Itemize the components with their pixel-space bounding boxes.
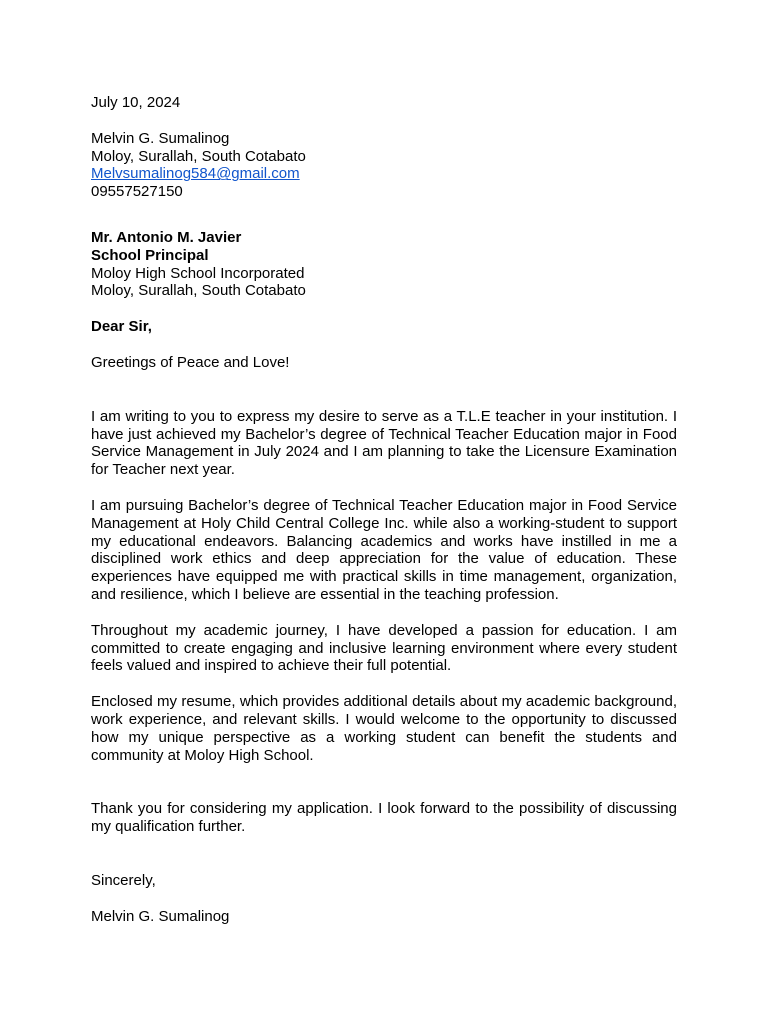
spacer <box>91 764 677 800</box>
salutation: Dear Sir, <box>91 318 152 336</box>
body-paragraph-3: Throughout my academic journey, I have developed a passion for education. I am committed to create engaging and inclusive learning environment where every student feels valued and inspired to achieve their full potential. <box>91 621 677 675</box>
spacer <box>91 336 677 354</box>
greeting-line: Greetings of Peace and Love! <box>91 353 290 371</box>
sender-phone: 09557527150 <box>91 183 183 201</box>
body-paragraph-1: I am writing to you to express my desire to serve as a T.L.E teacher in your institution. I have just achieved my Bachelor’s degree of Technical Teacher Education major in Food Service Management in July 2024 and I am planning to take the Licensure Examination for Teacher next year. <box>91 407 677 479</box>
recipient-address: Moloy, Surallah, South Cotabato <box>91 282 306 300</box>
signature-name: Melvin G. Sumalinog <box>91 907 230 925</box>
sender-block <box>91 130 677 201</box>
body-paragraph-5: Thank you for considering my application. I look forward to the possibility of discussing my qualification further. <box>91 800 677 836</box>
recipient-school: Moloy High School Incorporated <box>91 264 305 282</box>
recipient-block <box>91 229 677 300</box>
spacer <box>91 201 677 229</box>
body-paragraph-4: Enclosed my resume, which provides additional details about my academic background, work experience, and relevant skills. I would welcome to the opportunity to discussed how my unique perspective as a working student can benefit the students and community at Moloy High School. <box>91 693 677 764</box>
spacer <box>91 836 677 872</box>
recipient-title: School Principal <box>91 246 209 264</box>
closing: Sincerely, <box>91 871 156 889</box>
spacer <box>91 112 677 130</box>
spacer <box>91 604 677 622</box>
spacer <box>91 890 677 908</box>
spacer <box>91 300 677 318</box>
spacer <box>91 675 677 693</box>
body-paragraph-2: I am pursuing Bachelor’s degree of Technical Teacher Education major in Food Service Management at Holy Child Central College Inc. while also a working-student to support my educational endeavors. Balancing academics and works have instilled in me a disciplined work ethics and deep appreciation for the value of education. These experiences have equipped me with practical skills in time management, organization, and resilience, which I believe are essential in the teaching profession. <box>91 496 677 603</box>
spacer <box>91 372 677 408</box>
spacer <box>91 479 677 497</box>
sender-email-link[interactable]: Melvsumalinog584@gmail.com <box>91 165 300 183</box>
recipient-name: Mr. Antonio M. Javier <box>91 228 242 246</box>
sender-address: Moloy, Surallah, South Cotabato <box>91 147 306 165</box>
letter-page <box>91 94 677 926</box>
letter-date: July 10, 2024 <box>91 94 181 111</box>
sender-name: Melvin G. Sumalinog <box>91 129 230 147</box>
